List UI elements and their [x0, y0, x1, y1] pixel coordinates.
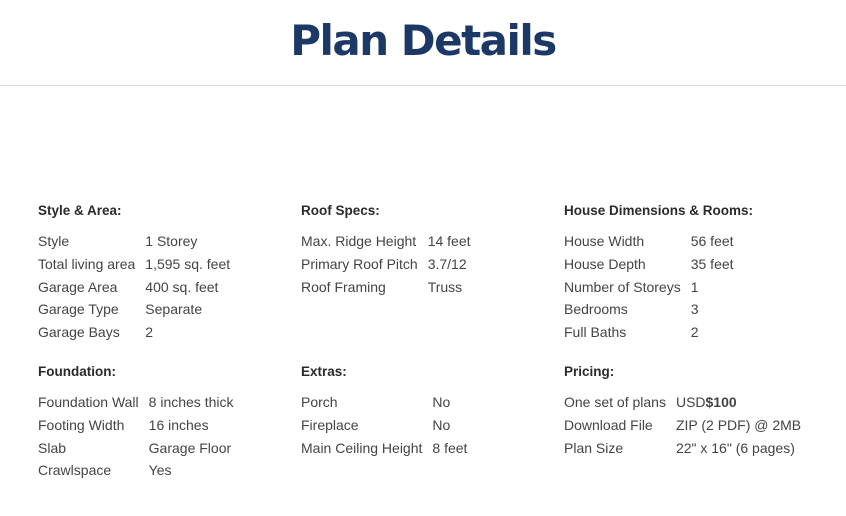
section-extras	[301, 364, 467, 459]
section-title: Extras:	[301, 364, 347, 379]
spec-value: Garage Floor	[148, 439, 232, 456]
table-row	[564, 391, 801, 414]
page-header	[0, 0, 846, 86]
spec-value: Separate	[145, 301, 203, 318]
section-title: Pricing:	[564, 364, 615, 379]
section-style-area	[38, 203, 230, 343]
spec-value: 2	[145, 324, 154, 341]
table-row	[301, 275, 471, 298]
section-title: Style & Area:	[38, 203, 122, 218]
spec-value: 1	[690, 278, 699, 295]
spec-label: House Depth	[564, 256, 646, 273]
specs-table	[38, 230, 230, 343]
table-row	[38, 414, 233, 437]
page-title: Plan Details	[290, 16, 556, 65]
spec-label: Full Baths	[564, 324, 627, 341]
spec-value: No	[432, 417, 451, 434]
table-row	[564, 230, 734, 253]
spec-value: 8 inches thick	[148, 394, 234, 411]
spec-value: 8 feet	[432, 439, 468, 456]
spec-value: 1,595 sq. feet	[145, 256, 231, 273]
table-row	[38, 230, 230, 253]
spec-value: Yes	[148, 462, 172, 479]
specs-table	[564, 230, 734, 343]
section-title: Roof Specs:	[301, 203, 380, 218]
spec-label: Fireplace	[301, 417, 359, 434]
table-row	[564, 414, 801, 437]
specs-table	[301, 230, 471, 298]
table-row	[38, 391, 233, 414]
table-row	[564, 298, 734, 321]
table-row	[564, 253, 734, 276]
spec-value: No	[432, 394, 451, 411]
spec-value	[676, 391, 801, 414]
table-row	[301, 253, 471, 276]
table-row	[301, 436, 467, 459]
spec-label: Plan Size	[564, 439, 624, 456]
table-row	[564, 321, 734, 344]
spec-value: 16 inches	[148, 417, 209, 434]
spec-label: Main Ceiling Height	[301, 439, 423, 456]
section-house-dimensions	[564, 203, 753, 343]
spec-label: Porch	[301, 394, 338, 411]
spec-label: Number of Storeys	[564, 278, 681, 295]
specs-table	[38, 391, 233, 482]
spec-value: 400 sq. feet	[145, 278, 219, 295]
table-row	[38, 275, 230, 298]
section-title: House Dimensions & Rooms:	[564, 203, 754, 218]
spec-value: 1 Storey	[145, 233, 198, 250]
spec-value: 56 feet	[690, 233, 734, 250]
spec-label: Download File	[564, 417, 653, 434]
spec-label: Primary Roof Pitch	[301, 256, 418, 273]
table-row	[564, 436, 801, 459]
spec-label: Max. Ridge Height	[301, 233, 417, 250]
spec-label: One set of plans	[564, 394, 666, 411]
section-title: Foundation:	[38, 364, 116, 379]
specs-table	[301, 391, 467, 459]
table-row	[38, 459, 233, 482]
spec-value: 14 feet	[427, 233, 471, 250]
table-row	[38, 321, 230, 344]
spec-value: 35 feet	[690, 256, 734, 273]
spec-value: 3	[690, 301, 699, 318]
price-amount: $100	[705, 394, 737, 411]
spec-label: Crawlspace	[38, 462, 112, 479]
table-row	[38, 436, 233, 459]
spec-value: Truss	[427, 278, 463, 295]
spec-value: 22" x 16" (6 pages)	[675, 439, 795, 456]
specs-table	[564, 391, 801, 459]
table-row	[301, 414, 467, 437]
table-row	[38, 253, 230, 276]
spec-value: ZIP (2 PDF) @ 2MB	[675, 417, 802, 434]
table-row	[301, 391, 467, 414]
table-row	[38, 298, 230, 321]
section-pricing	[564, 364, 801, 459]
section-roof-specs	[301, 203, 471, 298]
spec-label: Footing Width	[38, 417, 125, 434]
section-foundation	[38, 364, 233, 482]
spec-label: Garage Type	[38, 301, 119, 318]
spec-label: Garage Area	[38, 278, 118, 295]
spec-label: Foundation Wall	[38, 394, 139, 411]
price-currency: USD	[675, 394, 706, 411]
spec-value: 2	[690, 324, 699, 341]
spec-label: Roof Framing	[301, 278, 386, 295]
table-row	[564, 275, 734, 298]
spec-label: Garage Bays	[38, 324, 120, 341]
spec-label: Slab	[38, 439, 67, 456]
table-row	[301, 230, 471, 253]
spec-label: Style	[38, 233, 70, 250]
spec-value: 3.7/12	[427, 256, 467, 273]
spec-label: Total living area	[38, 256, 136, 273]
spec-label: Bedrooms	[564, 301, 628, 318]
spec-label: House Width	[564, 233, 645, 250]
